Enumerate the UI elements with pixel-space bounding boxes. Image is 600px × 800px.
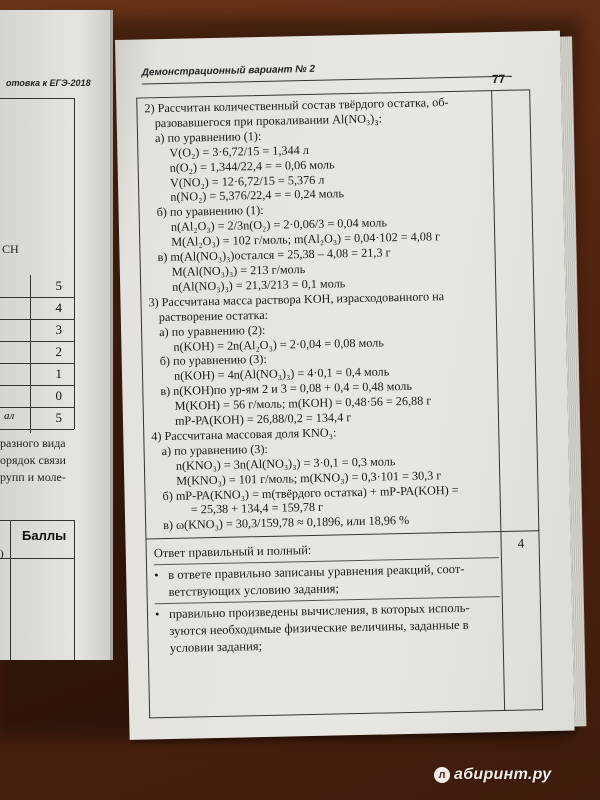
left-second-table-divider <box>10 520 11 660</box>
criterion-text: в ответе правильно записаны уравнения реакций, соот- <box>168 561 465 583</box>
running-head: Демонстрационный вариант № 2 <box>141 63 316 79</box>
solution-line: mР-РА(KOH) = 26,88/0,2 = 134,4 г <box>174 410 352 428</box>
score-row <box>0 275 74 298</box>
solution-line: а) по уравнению (3): <box>161 441 269 458</box>
score-row <box>0 385 74 408</box>
left-text-line: орядок связи <box>0 453 66 467</box>
solution-line: n(KOH) = 4n(Al(NO₃)₃) = 4·0,1 = 0,4 моль <box>173 364 390 384</box>
solution-line: 2) Рассчитан количественный состав твёрдого остатка, об- <box>144 95 449 116</box>
score-value: 0 <box>55 388 62 403</box>
score-value: 5 <box>55 410 62 425</box>
criterion-line: зуются необходимые физические величины, заданные в <box>169 617 469 638</box>
bullet-icon: • <box>154 607 160 622</box>
solution-line: б) mР-РА(KNO₃) = m(твёрдого остатка) + mР-РА(KOH) = <box>162 482 459 503</box>
solution-line: растворение остатка: <box>158 307 269 324</box>
left-second-table-rule <box>0 558 74 559</box>
labirint-logo-icon: л <box>434 767 450 783</box>
solution-line: разовавшегося при прокаливании Al(NO₃)₃: <box>154 111 383 131</box>
solution-line: M(KNO₃) = 101 г/моль; m(KNO₃) = 0,3·101 = 30,3 г <box>176 467 442 488</box>
table-bracket: ) <box>0 548 4 560</box>
score-row-label: ал <box>4 410 15 422</box>
score-row <box>0 297 74 320</box>
left-page-running-head: отовка к ЕГЭ-2018 <box>6 78 91 88</box>
page-number: 77 <box>491 71 506 87</box>
right-page <box>115 31 575 740</box>
answer-criteria <box>154 538 506 657</box>
solution-line: n(KNO₃) = 3n(Al(NO₃)₃) = 3·0,1 = 0,3 моль <box>175 453 396 473</box>
solution-line: = 25,38 + 134,4 = 159,78 г <box>190 500 324 517</box>
solution-line: а) по уравнению (1): <box>154 128 262 145</box>
solution-line: 3) Рассчитана масса раствора KOH, израсходованного на <box>148 288 445 310</box>
solution-line: V(NO₂) = 12·6,72/15 = 5,376 л <box>169 172 325 190</box>
solution-lines <box>144 94 498 533</box>
solution-line: n(Al(NO₃)₃) = 21,3/213 = 0,1 моль <box>172 276 346 294</box>
score-row <box>0 319 74 342</box>
solution-line: n(NO₂) = 5,376/22,4 = = 0,24 моль <box>170 186 345 205</box>
solution-line: б) по уравнению (3): <box>159 352 267 369</box>
criterion-line: условии задания; <box>169 639 263 655</box>
left-text-line: разного вида <box>0 436 66 450</box>
solution-line: в) n(KOH)по ур-ям 2 и 3 = 0,08 + 0,4 = 0,48 моль <box>160 379 413 399</box>
score-row <box>0 363 74 386</box>
solution-line: M(KOH) = 56 г/моль; m(KOH) = 0,48·56 = 26,88 г <box>174 393 432 413</box>
score-value: 4 <box>55 300 62 315</box>
solution-line: n(O₂) = 1,344/22,4 = = 0,06 моль <box>169 157 335 175</box>
criterion-line: ветствующих условию задания; <box>168 581 340 599</box>
left-page <box>0 10 113 660</box>
answer-points: 4 <box>517 535 525 551</box>
solution-line: M(Al₂O₃) = 102 г/моль; m(Al₂O₃) = 0,04·102 = 4,08 г <box>171 229 441 250</box>
score-value: 1 <box>55 366 62 381</box>
table-header-points: Баллы <box>22 528 67 543</box>
left-text-line: рупп и моле- <box>0 470 66 484</box>
watermark: абиринт.ру <box>454 766 552 783</box>
solution-line: а) по уравнению (2): <box>158 322 266 339</box>
solution-line: б) по уравнению (1): <box>156 203 264 220</box>
solution-line: n(Al₂O₃) = 2/3n(O₂) = 2·0,06/3 = 0,04 моль <box>170 215 388 235</box>
score-row <box>0 407 74 430</box>
score-row <box>0 341 74 364</box>
bullet-icon: • <box>154 568 159 583</box>
solution-line: в) m(Al(NO₃)₃)остался = 25,38 – 4,08 = 21,3 г <box>157 245 391 265</box>
score-value: 2 <box>55 344 62 359</box>
left-ch-label: CH <box>2 242 19 256</box>
answer-heading: Ответ правильный и полный: <box>153 543 312 561</box>
score-value: 5 <box>55 278 62 293</box>
solution-line: в) ω(KNO₃) = 30,3/159,78 ≈ 0,1896, или 18,96 % <box>163 513 410 533</box>
score-value: 3 <box>55 322 62 337</box>
solution-line: 4) Рассчитана массовая доля KNO₃: <box>151 425 337 444</box>
criterion-text: правильно произведены вычисления, в которых исполь- <box>168 600 470 621</box>
solution-line: M(Al(NO₃)₃) = 213 г/моль <box>171 262 306 279</box>
solution-line: V(O₂) = 3·6,72/15 = 1,344 л <box>169 142 310 160</box>
solution-line: n(KOH) = 2n(Al₂O₃) = 2·0,04 = 0,08 моль <box>173 334 384 354</box>
